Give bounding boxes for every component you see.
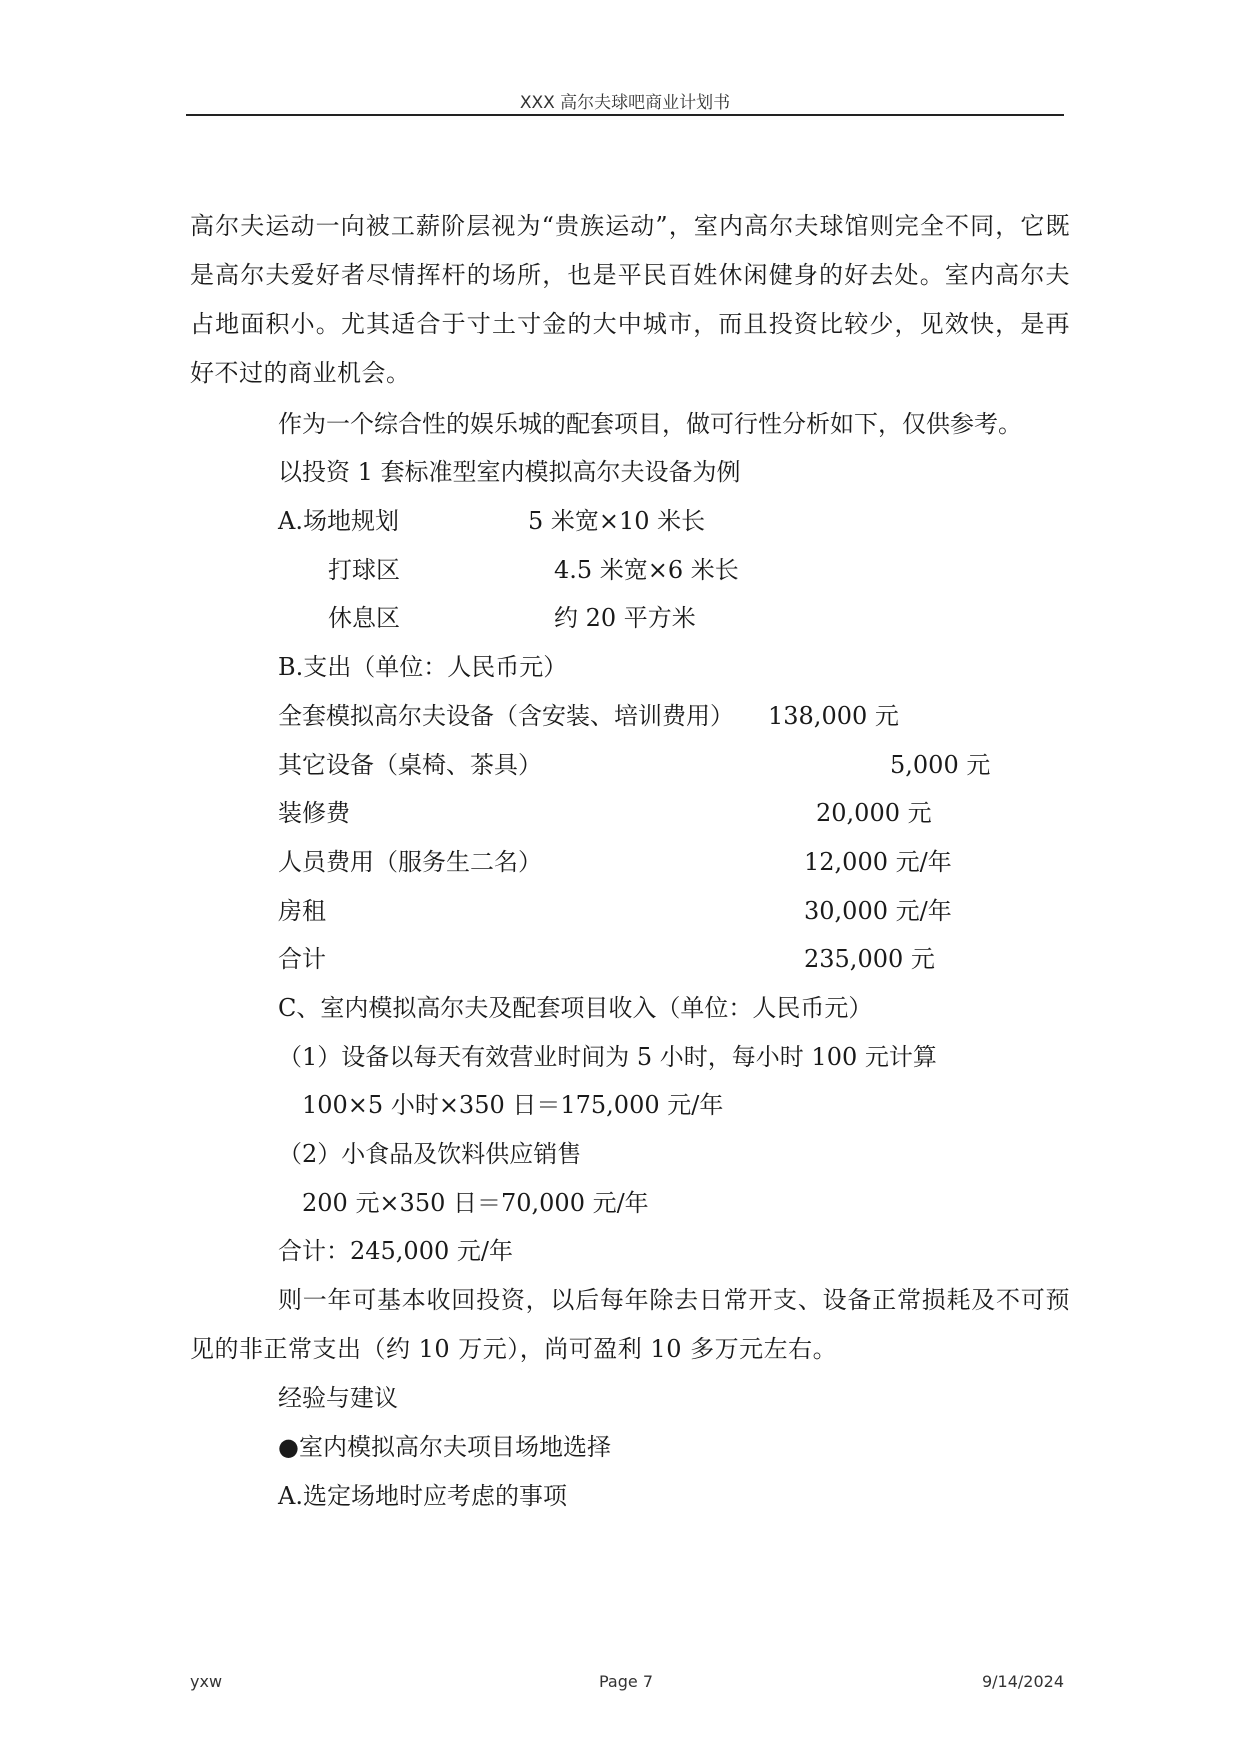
intro-paragraph: 高尔夫运动一向被工薪阶层视为“贵族运动”，室内高尔夫球馆则完全不同，它既是高尔夫爱好者尽情挥杆的场所，也是平民百姓休闲健身的好去处。室内高尔夫占地面积小。尤其适合于寸土寸金的大中城市，而且投资比较少，见效快，是再好不过的商业机会。	[190, 212, 1070, 387]
footer-date: 9/14/2024	[981, 1672, 1064, 1691]
expense-row-label: 房租	[278, 897, 326, 925]
income-total: 合计：245,000 元/年	[278, 1237, 513, 1265]
expense-row-label: 装修费	[278, 799, 350, 827]
advice-subheading: A.选定场地时应考虑的事项	[278, 1482, 567, 1510]
income-item-1: （1）设备以每天有效营业时间为 5 小时，每小时 100 元计算	[278, 1043, 937, 1071]
expense-heading: B.支出（单位：人民币元）	[278, 653, 568, 681]
footer-page-number: Page 7	[599, 1672, 653, 1691]
conclusion-paragraph: 则一年可基本收回投资，以后每年除去日常开支、设备正常损耗及不可预见的非正常支出（约 10 万元），尚可盈利 10 多万元左右。	[190, 1286, 1070, 1363]
purpose-line: 作为一个综合性的娱乐城的配套项目，做可行性分析如下，仅供参考。	[278, 410, 1022, 438]
expense-row-value: 12,000 元/年	[804, 848, 952, 876]
expense-row-value: 30,000 元/年	[804, 897, 952, 925]
advice-bullet: ●室内模拟高尔夫项目场地选择	[278, 1433, 611, 1461]
expense-total-value: 235,000 元	[804, 945, 935, 973]
site-row-value: 4.5 米宽×6 米长	[554, 556, 739, 584]
income-item-2-calc: 200 元×350 日＝70,000 元/年	[302, 1189, 649, 1217]
expense-total-label: 合计	[278, 945, 326, 973]
expense-row-label: 人员费用（服务生二名）	[278, 848, 542, 876]
site-row-label: 休息区	[328, 604, 400, 632]
advice-heading: 经验与建议	[278, 1384, 398, 1412]
site-row-value: 约 20 平方米	[554, 604, 696, 632]
site-heading-value: 5 米宽×10 米长	[528, 507, 706, 535]
expense-row-value: 20,000 元	[816, 799, 932, 827]
site-heading: A.场地规划	[278, 507, 399, 535]
header-title: XXX 高尔夫球吧商业计划书	[519, 93, 731, 113]
expense-row-label: 全套模拟高尔夫设备（含安装、培训费用）	[278, 702, 734, 730]
footer-author: yxw	[190, 1672, 223, 1691]
example-line: 以投资 1 套标准型室内模拟高尔夫设备为例	[278, 458, 741, 486]
income-heading: C、室内模拟高尔夫及配套项目收入（单位：人民币元）	[278, 994, 873, 1022]
site-row-label: 打球区	[328, 556, 400, 584]
header-divider	[186, 114, 1064, 116]
income-item-2: （2）小食品及饮料供应销售	[278, 1140, 582, 1168]
expense-row-label: 其它设备（桌椅、茶具）	[278, 751, 542, 779]
expense-row-value: 138,000 元	[768, 702, 899, 730]
income-item-1-calc: 100×5 小时×350 日＝175,000 元/年	[302, 1091, 724, 1119]
expense-row-value: 5,000 元	[890, 751, 991, 779]
